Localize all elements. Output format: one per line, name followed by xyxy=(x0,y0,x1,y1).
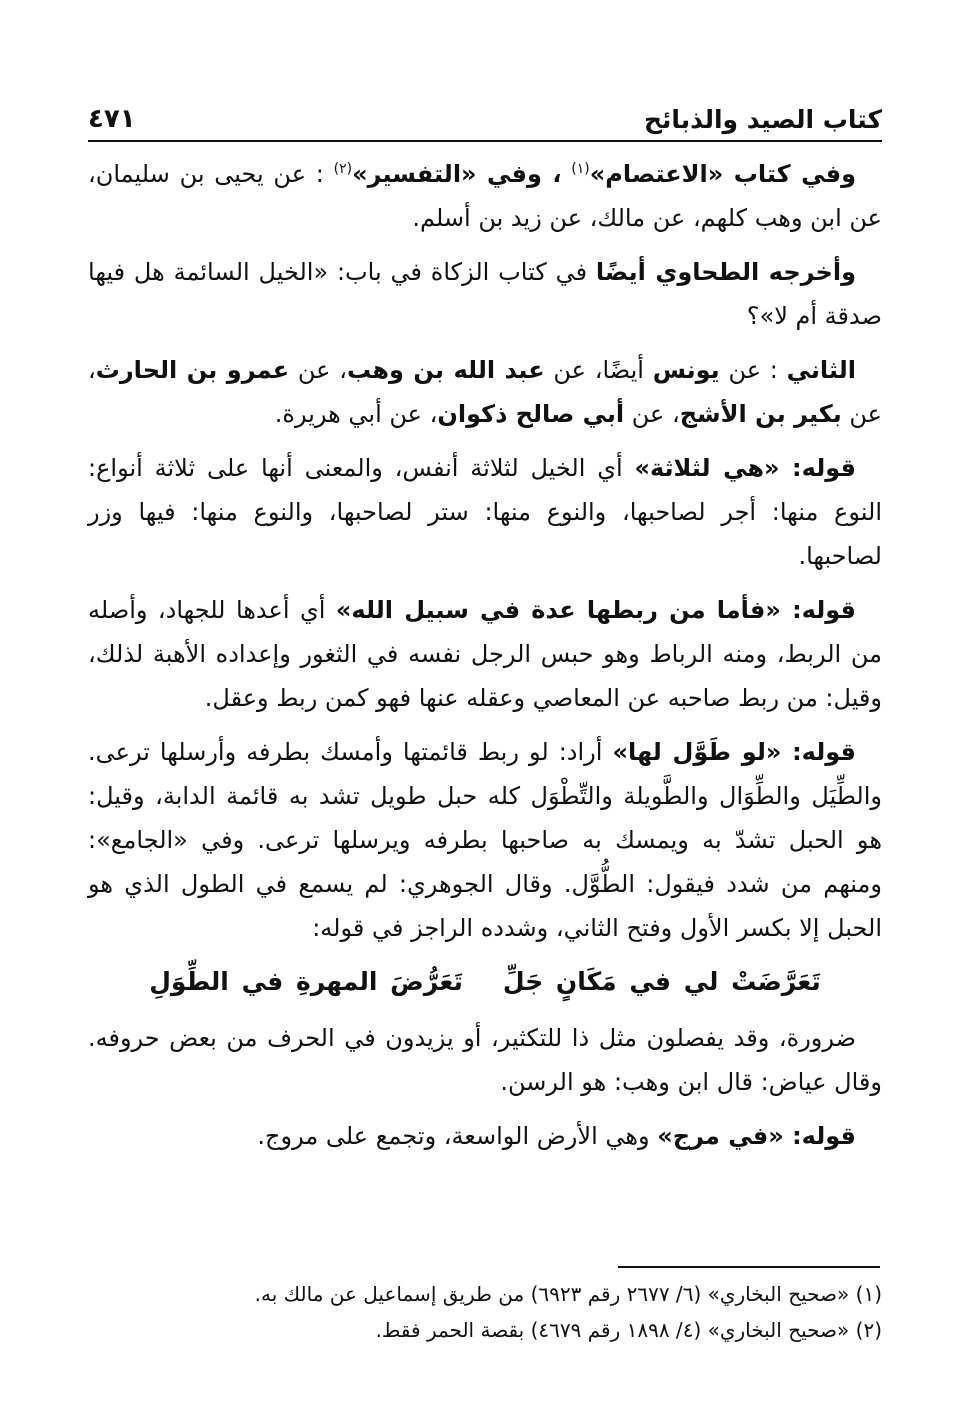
text-run: ، عن أبي هريرة. xyxy=(274,400,438,428)
narrator-name: بكير بن الأشج xyxy=(679,400,842,428)
paragraph-7: ضرورة، وقد يفصلون مثل ذا للتكثير، أو يزيدون في الحرف من بعض حروفه. وقال عياض: قال ابن وهب: هو الرسن. xyxy=(88,1024,882,1096)
bold-phrase: وأخرجه الطحاوي أيضًا xyxy=(595,258,856,286)
book-title: كتاب الصيد والذبائح xyxy=(643,105,882,134)
paragraph-8 xyxy=(88,1114,882,1158)
paragraph-6 xyxy=(88,730,882,950)
running-header xyxy=(88,88,882,142)
paragraph-4 xyxy=(88,446,882,578)
bold-phrase: ، وفي «التفسير» xyxy=(352,160,562,188)
footnote-separator xyxy=(618,1266,880,1268)
bold-phrase: وفي كتاب «الاعتصام» xyxy=(589,160,857,188)
main-text xyxy=(88,152,882,1168)
bold-phrase: قوله: «لو طَوَّل لها» xyxy=(612,738,857,766)
text-run: : عن xyxy=(728,356,778,384)
bold-phrase: الثاني xyxy=(786,356,856,384)
paragraph-2 xyxy=(88,250,882,338)
narrator-name: أبي صالح ذكوان xyxy=(437,400,625,428)
text-run: أراد: لو ربط قائمتها وأمسك بطرفه وأرسلها ترعى. والطِّيَل والطِّوَال والطَّويلة والتِّطْوَل كله حبل طويل تشد به قائمة الدابة، وقيل: هو الحبل تشدّ به ويمسك به صاحبها بطرفه ويرسلها ترعى. وفي «الجامع»: ومنهم من شدد فيقول: الطُّوَّل. وقال الجوهري: لم يسمع في الطول الذي هو الحبل إلا بكسر الأول وفتح الثاني، وشدده الراجز في قوله: xyxy=(88,738,882,942)
bold-phrase: قوله: «فأما من ربطها عدة في سبيل الله» xyxy=(335,596,856,624)
footnotes xyxy=(88,1276,882,1348)
bold-phrase: قوله: «هي لثلاثة» xyxy=(634,454,856,482)
paragraph-3 xyxy=(88,348,882,436)
text-run: وهي الأرض الواسعة، وتجمع على مروج. xyxy=(257,1122,650,1150)
footnote-ref-2[interactable]: (٢) xyxy=(333,161,353,177)
text-run: أيضًا، عن xyxy=(553,356,644,384)
footnote-ref-1[interactable]: (١) xyxy=(571,161,590,177)
footnote-2: (٢) «صحيح البخاري» (٤/ ١٨٩٨ رقم ٤٦٧٩) بقصة الحمر فقط. xyxy=(375,1318,882,1342)
text-run: ، عن xyxy=(88,356,882,428)
narrator-name: عمرو بن الحارث xyxy=(95,356,290,384)
text-run: ، عن xyxy=(631,400,680,428)
bold-phrase: قوله: «في مرج» xyxy=(657,1122,856,1150)
footnote-1: (١) «صحيح البخاري» (٦/ ٢٦٧٧ رقم ٦٩٢٣) من طريق إسماعيل عن مالك به. xyxy=(254,1282,882,1306)
paragraph-1 xyxy=(88,152,882,240)
paragraph-5 xyxy=(88,588,882,720)
text-run: ، عن xyxy=(297,356,347,384)
text-run: أي الخيل لثلاثة أنفس، والمعنى أنها على ثلاثة أنواع: النوع منها: أجر لصاحبها، والنوع منها: ستر لصاحبها، والنوع منها: فيها وزر لصاحبها. xyxy=(88,454,882,570)
narrator-name: يونس xyxy=(652,356,720,384)
narrator-name: عبد الله بن وهب xyxy=(346,356,545,384)
text-run: أي أعدها للجهاد، وأصله من الربط، ومنه الرباط وهو حبس الرجل نفسه في الثغور وإعداده الأهبة لذلك، وقيل: من ربط صاحبه عن المعاصي وعقله عنها فهو كمن ربط وعقل. xyxy=(88,596,882,712)
poetry-verse xyxy=(88,960,882,1004)
verse-first-half: تَعَرَّضَتْ لي في مَكَانٍ جَلِّ xyxy=(502,967,821,996)
text-run: : عن يحيى بن سليمان، عن ابن وهب كلهم، عن مالك، عن زيد بن أسلم. xyxy=(88,160,882,232)
verse-second-half: تَعَرُّضَ المهرةِ في الطِّوَلِ xyxy=(149,967,463,996)
page-number: ٤٧١ xyxy=(88,104,136,134)
text-run: في كتاب الزكاة في باب: «الخيل السائمة هل فيها صدقة أم لا»؟ xyxy=(88,258,882,330)
